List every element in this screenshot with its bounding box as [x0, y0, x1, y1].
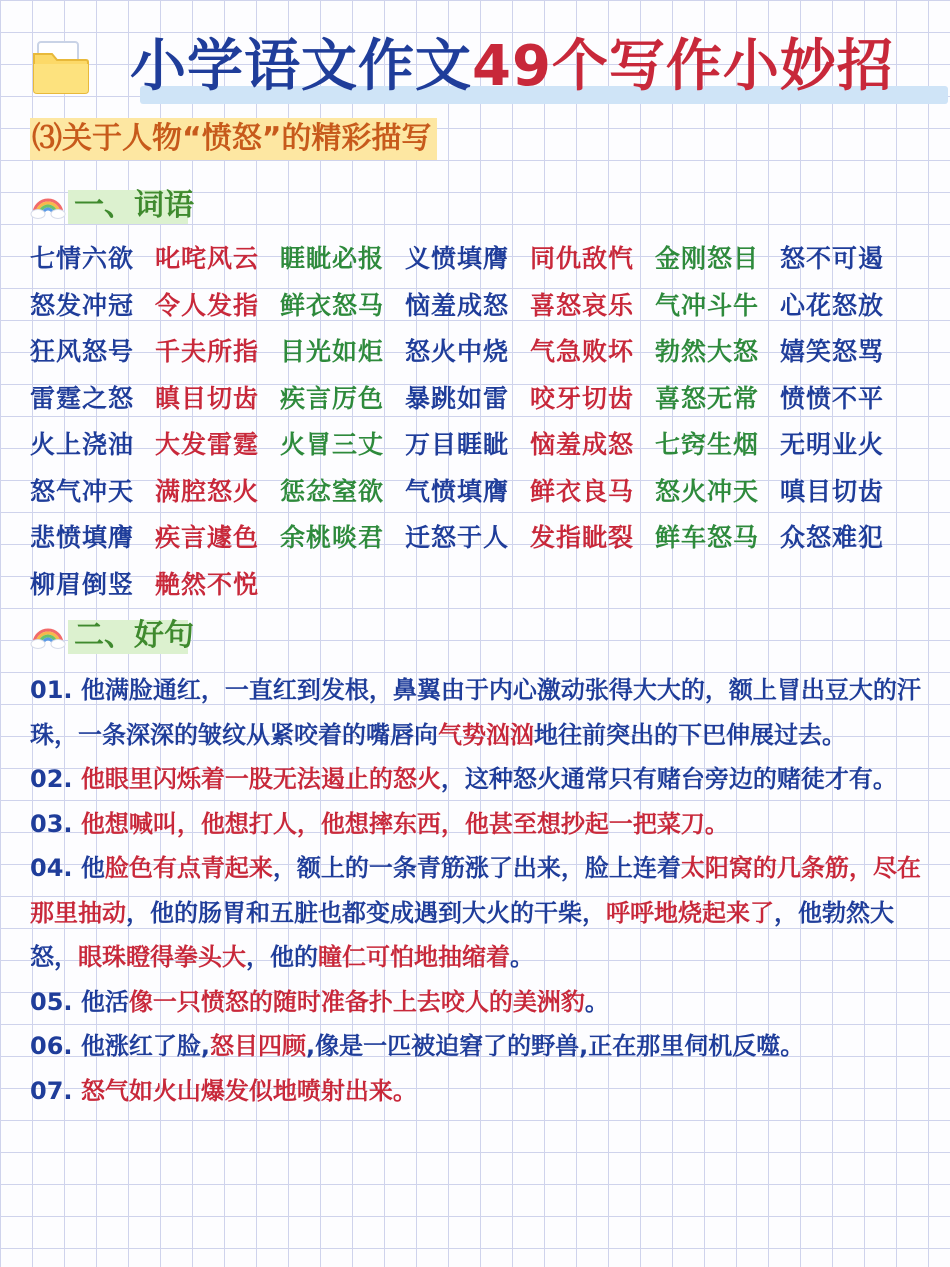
vocab-row	[30, 467, 930, 514]
sentence-text: ，他的	[246, 943, 318, 971]
vocab-word: 鲜衣怒马	[280, 290, 385, 320]
sentence-highlight: 瞳仁可怕地抽缩着	[318, 943, 510, 971]
vocab-word: 疾言遽色	[155, 523, 260, 553]
sentence-text: ，额上的一条青筋涨了出来，脸上连着	[272, 854, 681, 882]
vocab-word: 迁怒于人	[405, 523, 510, 553]
sentence-text: 03.	[30, 809, 81, 838]
vocab-row	[30, 560, 930, 607]
vocab-word: 七情六欲	[30, 244, 135, 274]
vocab-word: 喜怒无常	[655, 383, 760, 413]
sentence-highlight: 怒气如火山爆发似地喷射出来。	[80, 1076, 417, 1105]
sentence-item	[30, 757, 925, 802]
header	[30, 28, 930, 108]
vocab-word: 喜怒哀乐	[530, 290, 635, 320]
vocab-word: 金刚怒目	[655, 244, 760, 274]
vocab-word: 惩忿窒欲	[280, 476, 385, 506]
vocab-word: 狂风怒号	[30, 337, 135, 367]
vocab-word: 恼羞成怒	[530, 430, 635, 460]
vocab-row	[30, 234, 930, 281]
sentence-highlight: 气势汹汹	[438, 720, 534, 749]
vocabulary-grid	[30, 234, 930, 606]
sentence-highlight: 像一只愤怒的随时准备扑上去咬人的美洲豹	[128, 987, 585, 1016]
vocab-word: 柳眉倒竖	[30, 569, 135, 599]
vocab-word: 余桃啖君	[280, 523, 385, 553]
vocab-word: 恼羞成怒	[405, 290, 510, 320]
sentence-highlight: 他眼里闪烁着一股无法遏止的怒火	[80, 765, 441, 793]
vocab-word: 悲愤填膺	[30, 523, 135, 553]
rainbow-icon	[30, 188, 66, 220]
sentence-item	[30, 1024, 925, 1069]
sentence-item	[30, 668, 925, 757]
section-title: 二、好句	[74, 618, 194, 653]
vocab-row	[30, 327, 930, 374]
section-title: 一、词语	[74, 188, 194, 223]
vocab-word: 发指眦裂	[530, 523, 635, 553]
vocab-word: 嬉笑怒骂	[780, 337, 885, 367]
sentence-text: 01. 他满脸通红，一直红到发根，鼻翼由于内心激动张得大大的，额上冒出豆大的汗珠，一条深深的皱纹从紧咬着的嘴唇向	[30, 676, 921, 749]
sentence-text: 06. 他涨红了脸,	[30, 1032, 210, 1060]
vocab-word: 怒火中烧	[405, 337, 510, 367]
vocab-word: 叱咤风云	[155, 244, 260, 274]
vocab-word: 火冒三丈	[280, 430, 385, 460]
vocab-word: 睚眦必报	[280, 244, 385, 274]
sentence-item	[30, 980, 925, 1025]
vocab-word: 暴跳如雷	[405, 383, 510, 413]
vocab-row	[30, 374, 930, 421]
vocab-word: 大发雷霆	[155, 430, 260, 460]
title-part-1: 小学语文作文	[130, 34, 472, 99]
vocab-word: 嗔目切齿	[780, 476, 885, 506]
sentence-item	[30, 1069, 925, 1114]
sentence-text: ,像是一匹被迫窘了的野兽,正在那里伺机反噬。	[306, 1032, 805, 1060]
sentence-highlight: 他想喊叫，他想打人，他想摔东西，他甚至想抄起一把菜刀。	[80, 809, 729, 838]
vocab-word: 七窍生烟	[655, 430, 760, 460]
vocab-word: 瞋目切齿	[155, 383, 260, 413]
vocab-word: 怒火冲天	[655, 476, 760, 506]
vocab-word: 怒气冲天	[30, 476, 135, 506]
rainbow-icon	[30, 618, 66, 650]
vocab-word: 艴然不悦	[155, 569, 260, 599]
sentence-text: 。	[510, 943, 534, 971]
sentence-highlight: 脸色有点青起来	[104, 854, 273, 882]
vocab-word: 令人发指	[155, 290, 260, 320]
vocab-word: 同仇敌忾	[530, 244, 635, 274]
page-title	[130, 34, 894, 100]
vocab-word: 火上浇油	[30, 430, 135, 460]
vocab-word: 义愤填膺	[405, 244, 510, 274]
vocab-word: 鲜车怒马	[655, 523, 760, 553]
vocab-word: 无明业火	[780, 430, 885, 460]
sentence-highlight: 太阳窝的几条筋，尽在那里抽动	[30, 854, 921, 927]
vocab-word: 万目睚眦	[405, 430, 510, 460]
sentence-text: ，他的肠胃和五脏也都变成遇到大火的干柴，	[126, 898, 606, 927]
sentence-text: 07.	[30, 1076, 81, 1105]
vocab-word: 气愤填膺	[405, 476, 510, 506]
vocab-row	[30, 513, 930, 560]
sentence-text: 02.	[30, 765, 81, 793]
vocab-word: 鲜衣良马	[530, 476, 635, 506]
subtitle: ⑶关于人物“愤怒”的精彩描写	[30, 118, 437, 160]
vocab-word: 满腔怒火	[155, 476, 260, 506]
vocab-word: 勃然大怒	[655, 337, 760, 367]
vocab-row	[30, 281, 930, 328]
vocab-word: 气急败坏	[530, 337, 635, 367]
folder-icon	[30, 40, 92, 96]
vocab-row	[30, 420, 930, 467]
vocab-word: 咬牙切齿	[530, 383, 635, 413]
vocab-word: 气冲斗牛	[655, 290, 760, 320]
sentence-text: 。	[584, 987, 609, 1016]
vocab-word: 愤愤不平	[780, 383, 885, 413]
vocab-word: 心花怒放	[780, 290, 885, 320]
sentence-highlight: 怒目四顾	[210, 1032, 306, 1060]
sentence-list	[30, 668, 925, 1113]
sentence-text: ，他勃然大怒，	[30, 898, 894, 971]
title-part-2: 49个写作小妙招	[472, 34, 894, 99]
sentence-highlight: 眼珠瞪得拳头大	[78, 943, 246, 971]
sentence-item	[30, 802, 925, 847]
vocab-word: 目光如炬	[280, 337, 385, 367]
vocab-word: 千夫所指	[155, 337, 260, 367]
sentence-highlight: 呼呼地烧起来了	[606, 898, 774, 927]
vocab-word: 疾言厉色	[280, 383, 385, 413]
sentence-text: 地往前突出的下巴伸展过去。	[534, 720, 846, 749]
vocab-word: 怒不可遏	[780, 244, 885, 274]
vocab-word: 怒发冲冠	[30, 290, 135, 320]
vocab-word: 雷霆之怒	[30, 383, 135, 413]
vocab-word: 众怒难犯	[780, 523, 885, 553]
sentence-item	[30, 846, 925, 980]
sentence-text: 04. 他	[30, 854, 105, 882]
sentence-text: ，这种怒火通常只有赌台旁边的赌徒才有。	[440, 765, 897, 793]
sentence-text: 05. 他活	[30, 987, 129, 1016]
